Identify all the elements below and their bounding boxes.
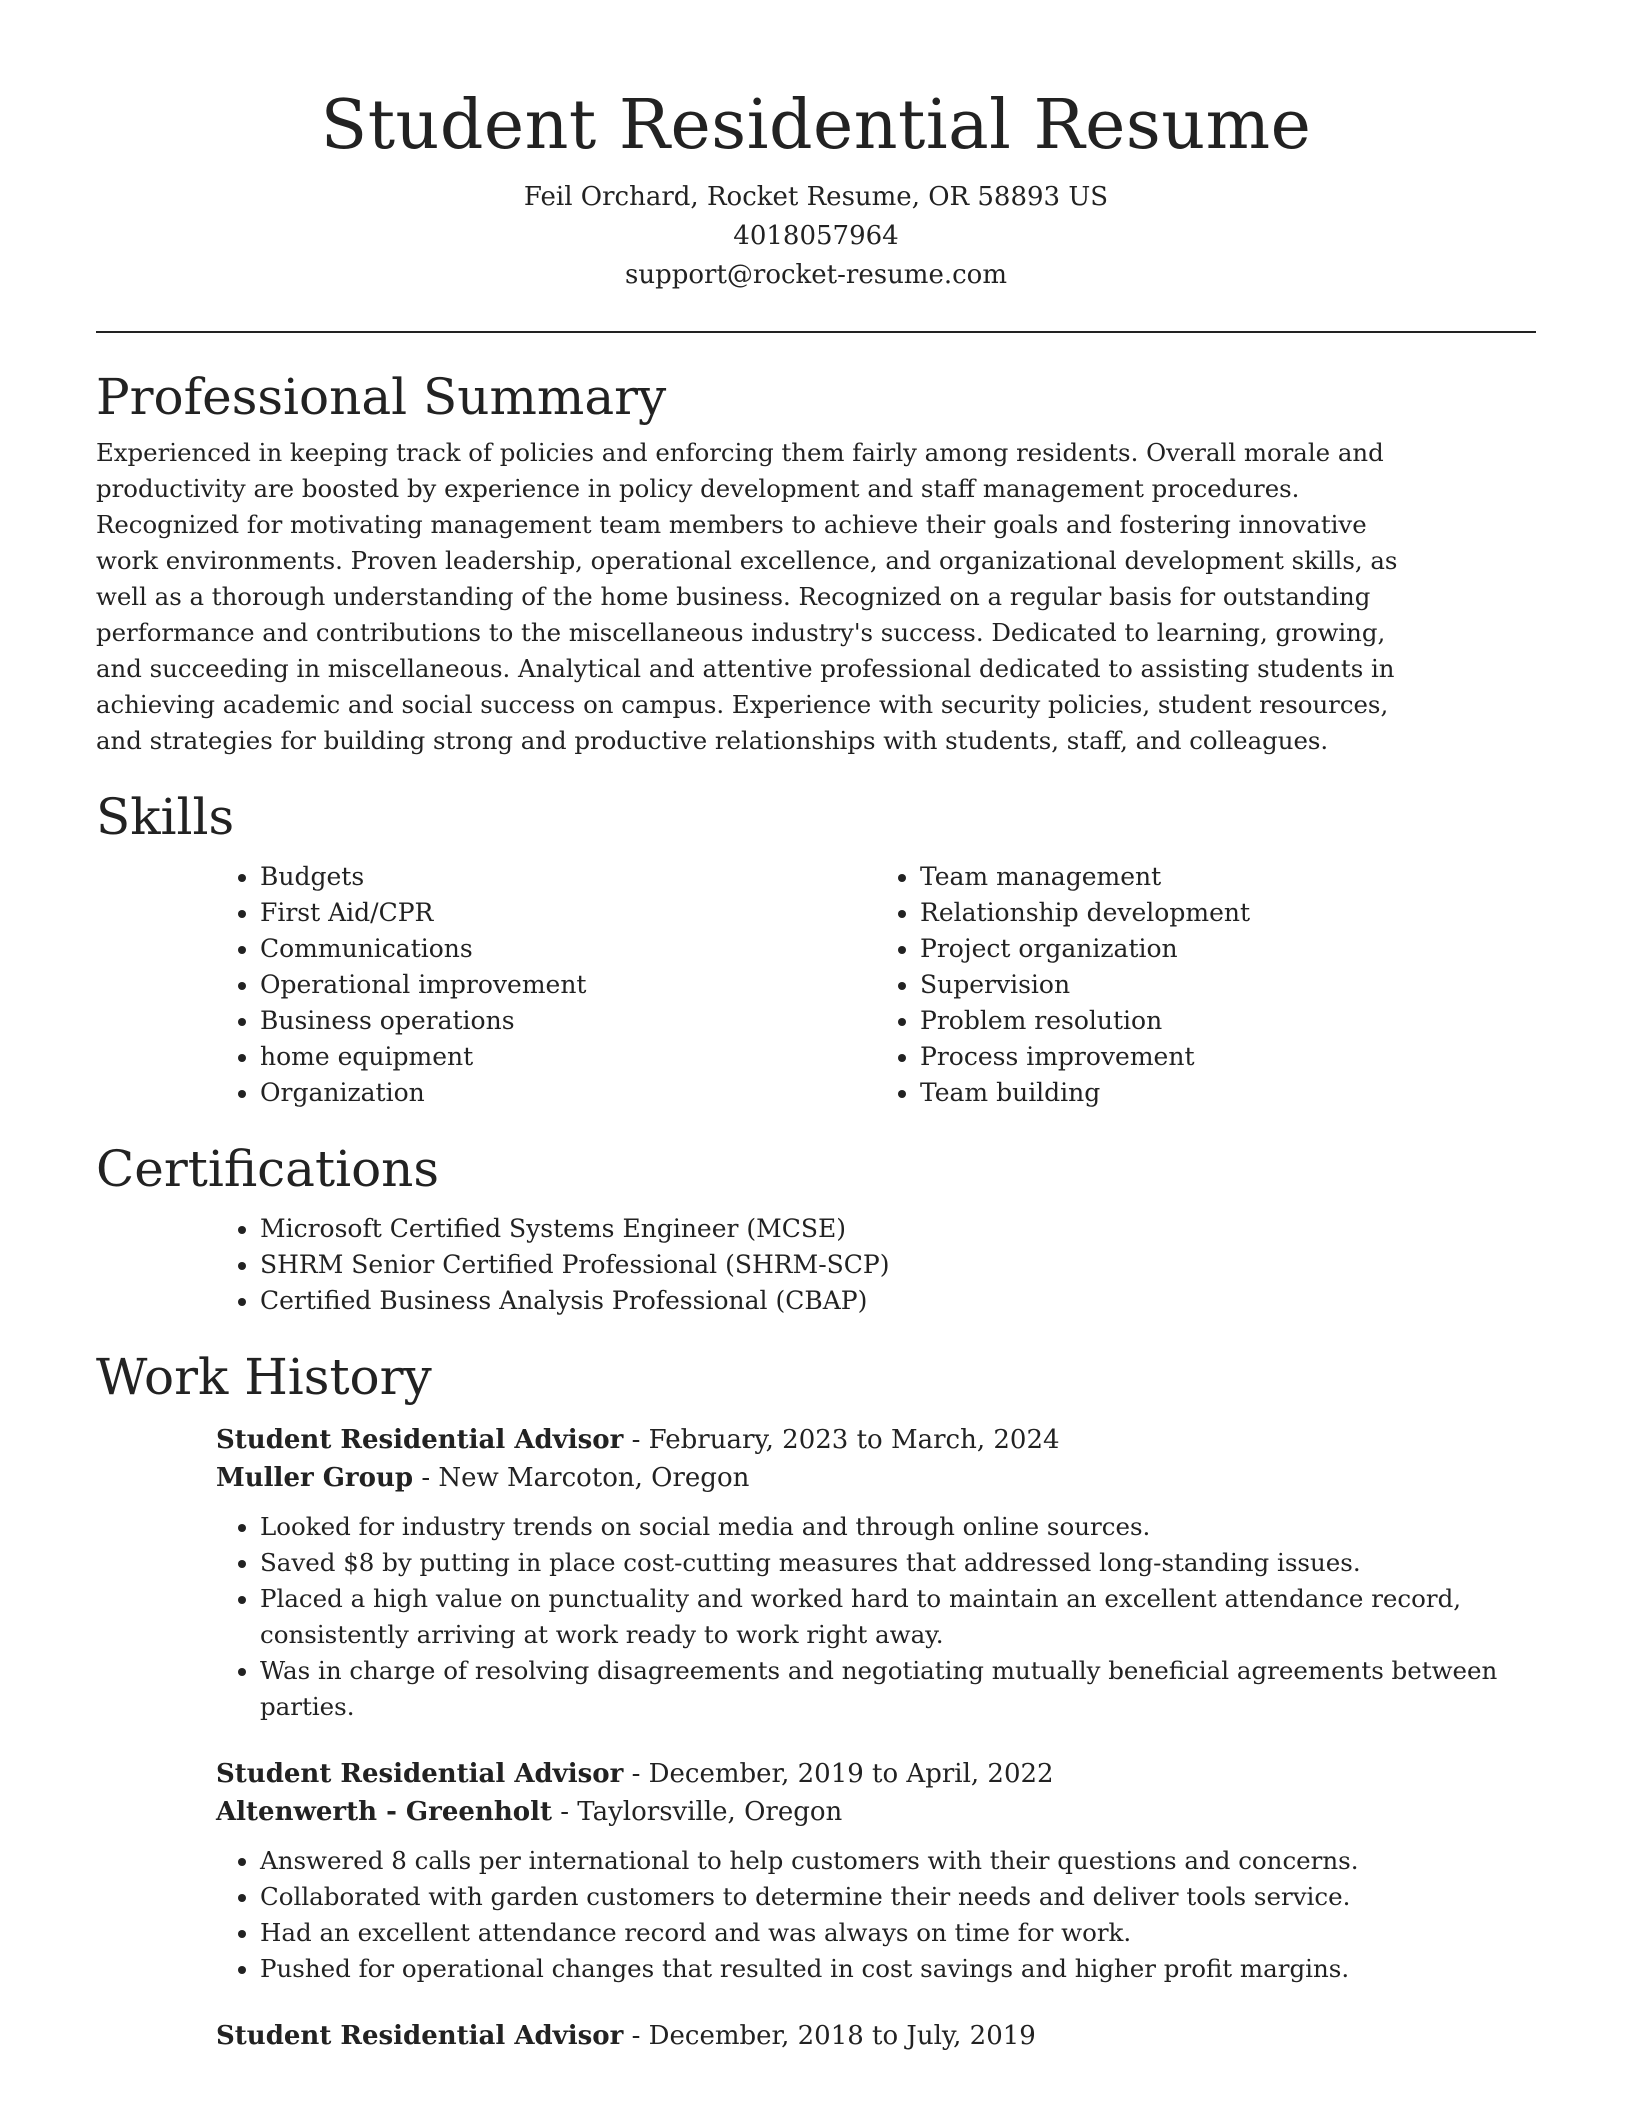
section-heading-certifications: Certifications	[96, 1140, 440, 1198]
resume-title: Student Residential Resume	[320, 86, 1312, 165]
job-employer-line	[216, 1793, 1536, 1831]
job-bullet: • Looked for industry trends on social media and through online sources.	[260, 1509, 1536, 1545]
job-title: Student Residential Advisor	[216, 1425, 624, 1455]
skill-item: • Project organization	[920, 931, 1536, 967]
job-entry	[216, 1755, 1536, 1987]
section-heading-summary: Professional Summary	[96, 368, 667, 426]
section-certifications	[96, 1139, 1536, 1319]
section-heading-skills: Skills	[96, 788, 235, 846]
skill-item: • Team management	[920, 859, 1536, 895]
job-title-line	[216, 1755, 1536, 1793]
job-bullet: • Placed a high value on punctuality and worked hard to maintain an excellent attendance record, consistently arriving at work ready to work right away.	[260, 1581, 1536, 1653]
section-professional-summary	[96, 367, 1536, 759]
summary-paragraph: Experienced in keeping track of policies and enforcing them fairly among residents. Overall morale and productivity are boosted by experience in policy development and staff management procedures. Recognized for motivating management team members to achieve their goals and fostering innovative work environments. Proven leadership, operational excellence, and organizational development skills, as well as a thorough understanding of the home business. Recognized on a regular basis for outstanding performance and contributions to the miscellaneous industry's success. Dedicated to learning, growing, and succeeding in miscellaneous. Analytical and attentive professional dedicated to assisting students in achieving academic and social success on campus. Experience with security policies, student resources, and strategies for building strong and productive relationships with students, staff, and colleagues.	[96, 438, 1398, 755]
job-title-line	[216, 1421, 1536, 1459]
skill-item: • Organization	[260, 1075, 876, 1111]
job-bullet: • Answered 8 calls per international to help customers with their questions and concerns.	[260, 1843, 1536, 1879]
job-title-line	[216, 2017, 1536, 2055]
job-employer-line	[216, 1459, 1536, 1497]
certifications-list	[216, 1211, 1536, 1319]
skill-item: • home equipment	[260, 1039, 876, 1075]
contact-block	[96, 178, 1536, 295]
job-dates: - February, 2023 to March, 2024	[623, 1425, 1060, 1455]
section-skills	[96, 787, 1536, 1111]
job-entry	[216, 2017, 1536, 2055]
skills-list-left	[216, 859, 876, 1111]
job-location: - Taylorsville, Oregon	[551, 1797, 843, 1827]
job-bullet: • Was in charge of resolving disagreements and negotiating mutually beneficial agreements between parties.	[260, 1653, 1536, 1725]
skill-item: • Communications	[260, 931, 876, 967]
job-bullet: • Saved $8 by putting in place cost-cutting measures that addressed long-standing issues.	[260, 1545, 1536, 1581]
job-bullets	[216, 1843, 1536, 1987]
job-bullet: • Collaborated with garden customers to determine their needs and deliver tools service.	[260, 1879, 1536, 1915]
job-dates: - December, 2019 to April, 2022	[623, 1759, 1054, 1789]
job-location: - New Marcoton, Oregon	[413, 1463, 750, 1493]
section-work-history	[96, 1347, 1536, 2055]
contact-email: support@rocket-resume.com	[624, 260, 1007, 290]
certification-item: • Microsoft Certified Systems Engineer (MCSE)	[260, 1211, 1536, 1247]
skill-item: • First Aid/CPR	[260, 895, 876, 931]
job-bullets	[216, 1509, 1536, 1725]
skill-item: • Budgets	[260, 859, 876, 895]
resume-header	[96, 0, 1536, 295]
job-dates: - December, 2018 to July, 2019	[623, 2021, 1036, 2051]
job-company: Altenwerth - Greenholt	[216, 1797, 552, 1827]
job-bullet: • Had an excellent attendance record and was always on time for work.	[260, 1915, 1536, 1951]
skill-item: • Operational improvement	[260, 967, 876, 1003]
skill-item: • Process improvement	[920, 1039, 1536, 1075]
job-bullet: • Pushed for operational changes that resulted in cost savings and higher profit margins.	[260, 1951, 1536, 1987]
skills-list-right	[876, 859, 1536, 1111]
skill-item: • Team building	[920, 1075, 1536, 1111]
job-entry	[216, 1421, 1536, 1725]
job-title: Student Residential Advisor	[216, 1759, 624, 1789]
header-divider	[96, 331, 1536, 333]
certification-item: • SHRM Senior Certified Professional (SHRM-SCP)	[260, 1247, 1536, 1283]
skill-item: • Relationship development	[920, 895, 1536, 931]
job-title: Student Residential Advisor	[216, 2021, 624, 2051]
certification-item: • Certified Business Analysis Professional (CBAP)	[260, 1283, 1536, 1319]
skill-item: • Business operations	[260, 1003, 876, 1039]
contact-address: Feil Orchard, Rocket Resume, OR 58893 US	[523, 182, 1109, 212]
skill-item: • Problem resolution	[920, 1003, 1536, 1039]
skill-item: • Supervision	[920, 967, 1536, 1003]
job-company: Muller Group	[216, 1463, 414, 1493]
skills-columns	[216, 859, 1536, 1111]
section-heading-work-history: Work History	[96, 1348, 432, 1406]
contact-phone: 4018057964	[733, 221, 899, 251]
resume-page	[96, 0, 1536, 2055]
